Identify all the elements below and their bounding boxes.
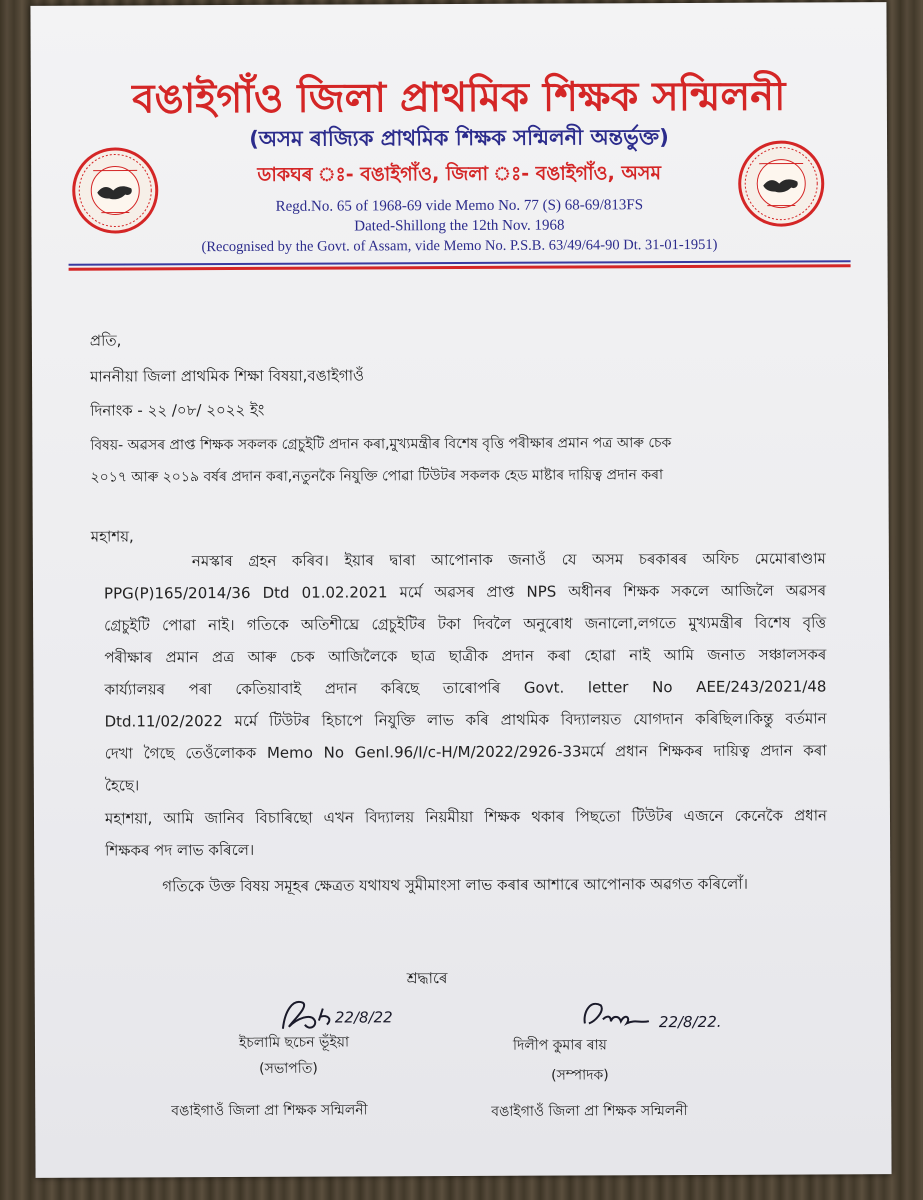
letter-date: দিনাংক - ২২ /০৮/ ২০২২ ইং (90, 400, 265, 420)
president-organization: বঙাইগাওঁ জিলা প্ৰা শিক্ষক সন্মিলনী (171, 1102, 368, 1120)
letter-second-paragraph (105, 799, 827, 866)
body-line: মহাশয়া, আমি জানিব বিচাৰিছো এখন বিদ্যালয় নিয়মীয়া শিক্ষক থকাৰ পিছতো টিউটৰ এজনে কেনেকৈ প্ৰধান (104, 806, 828, 828)
letter-subject-line1: বিষয়- অৱসৰ প্ৰাপ্ত শিক্ষক সকলক গ্ৰেচুইটি প্ৰদান কৰা,মুখ্যমন্ত্ৰীৰ বিশেষ বৃত্তি পৰীক্ষাৰ প্ৰমান পত্ৰ আৰু চেক (90, 435, 672, 454)
letter-to: প্ৰতি, (89, 331, 122, 350)
letter-salutation: মহাশয়, (90, 527, 134, 546)
body-line: PPG(P)165/2014/36 Dtd 01.02.2021 মৰ্মে অৱসৰ প্ৰাপ্ত NPS অধীনৰ শিক্ষক সকলে আজিলৈ অৱসৰ (103, 581, 827, 603)
body-line: কাৰ্য্যালয়ৰ পৰা কেতিয়াবাই প্ৰদান কৰিছে তাৰোপৰি Govt. letter No AEE/243/2021/48 (104, 677, 827, 699)
secretary-signature-date: 22/8/22. (658, 1012, 722, 1032)
body-line: Dtd.11/02/2022 মৰ্মে টিউটৰ হিচাপে নিযুক্তি লাভ কৰি প্ৰাথমিক বিদ্যালয়ত যোগদান কৰিছিল।কিন্তু বৰ্তমান (104, 709, 827, 731)
body-line: হৈছে। (104, 776, 140, 795)
secretary-name: দিলীপ কুমাৰ ৰায় (512, 1037, 607, 1054)
letter-closing: শ্ৰদ্ধাৰে (406, 969, 448, 988)
letter-subject-line2: ২০১৭ আৰু ২০১৯ বৰ্ষৰ প্ৰদান কৰা,নতুনকৈ নিযুক্তি পোৱা টিউটৰ সকলক হেড মাষ্টাৰ দায়িত্ব প্ৰদান কৰা (90, 467, 664, 486)
letter-recipient: মাননীয়া জিলা প্ৰাথমিক শিক্ষা বিষয়া,বঙাইগাওঁ (90, 366, 365, 386)
recognition-line: (Recognised by the Govt. of Assam, vide Memo No. P.S.B. 63/49/64-90 Dt. 31-01-1951) (201, 236, 718, 256)
letter-closing-paragraph: গতিকে উক্ত বিষয় সমূহৰ ক্ষেত্ৰত যথাযথ সুমীমাংসা লাভ কৰাৰ আশাৰে আপোনাক অৱগত কৰিলোঁ। (162, 874, 748, 896)
organization-title: বঙাইগাঁও জিলা প্ৰাথমিক শিক্ষক সন্মিলনী (132, 73, 786, 123)
body-line: শিক্ষকৰ পদ লাভ কৰিলে। (105, 840, 255, 860)
president-designation: (সভাপতি) (259, 1060, 318, 1077)
president-name: ইচলামি ছচেন ভূঁইয়া (238, 1034, 350, 1051)
secretary-organization: বঙাইগাওঁ জিলা প্ৰা শিক্ষক সন্মিলনী (491, 1103, 688, 1120)
letter-page (30, 2, 891, 1178)
association-seal-icon (72, 147, 158, 233)
body-line: নমস্কাৰ গ্ৰহন কৰিব। ইয়াৰ দ্বাৰা আপোনাক জনাওঁ যে অসম চৰকাৰৰ অফিচ মেমোৰাণ্ডাম (191, 549, 826, 571)
association-seal-icon (738, 140, 824, 226)
secretary-designation: (সম্পাদক) (551, 1067, 609, 1084)
president-signature-date: 22/8/22 (334, 1008, 393, 1027)
letter-body-paragraph (104, 542, 827, 801)
header-divider-red (69, 264, 851, 270)
registration-date: Dated-Shillong the 12th Nov. 1968 (354, 217, 565, 235)
secretary-signature-icon (555, 993, 755, 1038)
organization-address: ডাকঘৰ ঃ- বঙাইগাঁও, জিলা ঃ- বঙাইগাঁও, অসম (257, 162, 662, 186)
registration-line: Regd.No. 65 of 1968-69 vide Memo No. 77 (S) 68-69/813FS (275, 197, 644, 215)
body-line: গ্ৰেচুইটি পোৱা নাই। গতিকে অতিশীঘ্ৰে গ্ৰেচুইটিৰ টকা দিবলৈ অনুৰোধ জনালো,লগতে মুখ্যমন্ত্ৰীৰ বিশেষ বৃত্তি (104, 613, 827, 635)
body-line: পৰীক্ষাৰ প্ৰমান প্ৰত্ৰ আৰু চেক আজিলৈকে ছাত্ৰ ছাত্ৰীক প্ৰদান কৰা হোৱা নাই আমি জনাত সঞ্চালসকৰ (104, 645, 827, 667)
organization-affiliation: (অসম ৰাজ্যিক প্ৰাথমিক শিক্ষক সন্মিলনী অন্তৰ্ভুক্ত) (249, 125, 669, 151)
body-line: দেখা গৈছে তেওঁলোকক Memo No Genl.96/I/c-H/M/2022/2926-33মৰ্মে প্ৰধান শিক্ষকৰ দায়িত্ব প্ৰদান কৰা (104, 741, 827, 763)
